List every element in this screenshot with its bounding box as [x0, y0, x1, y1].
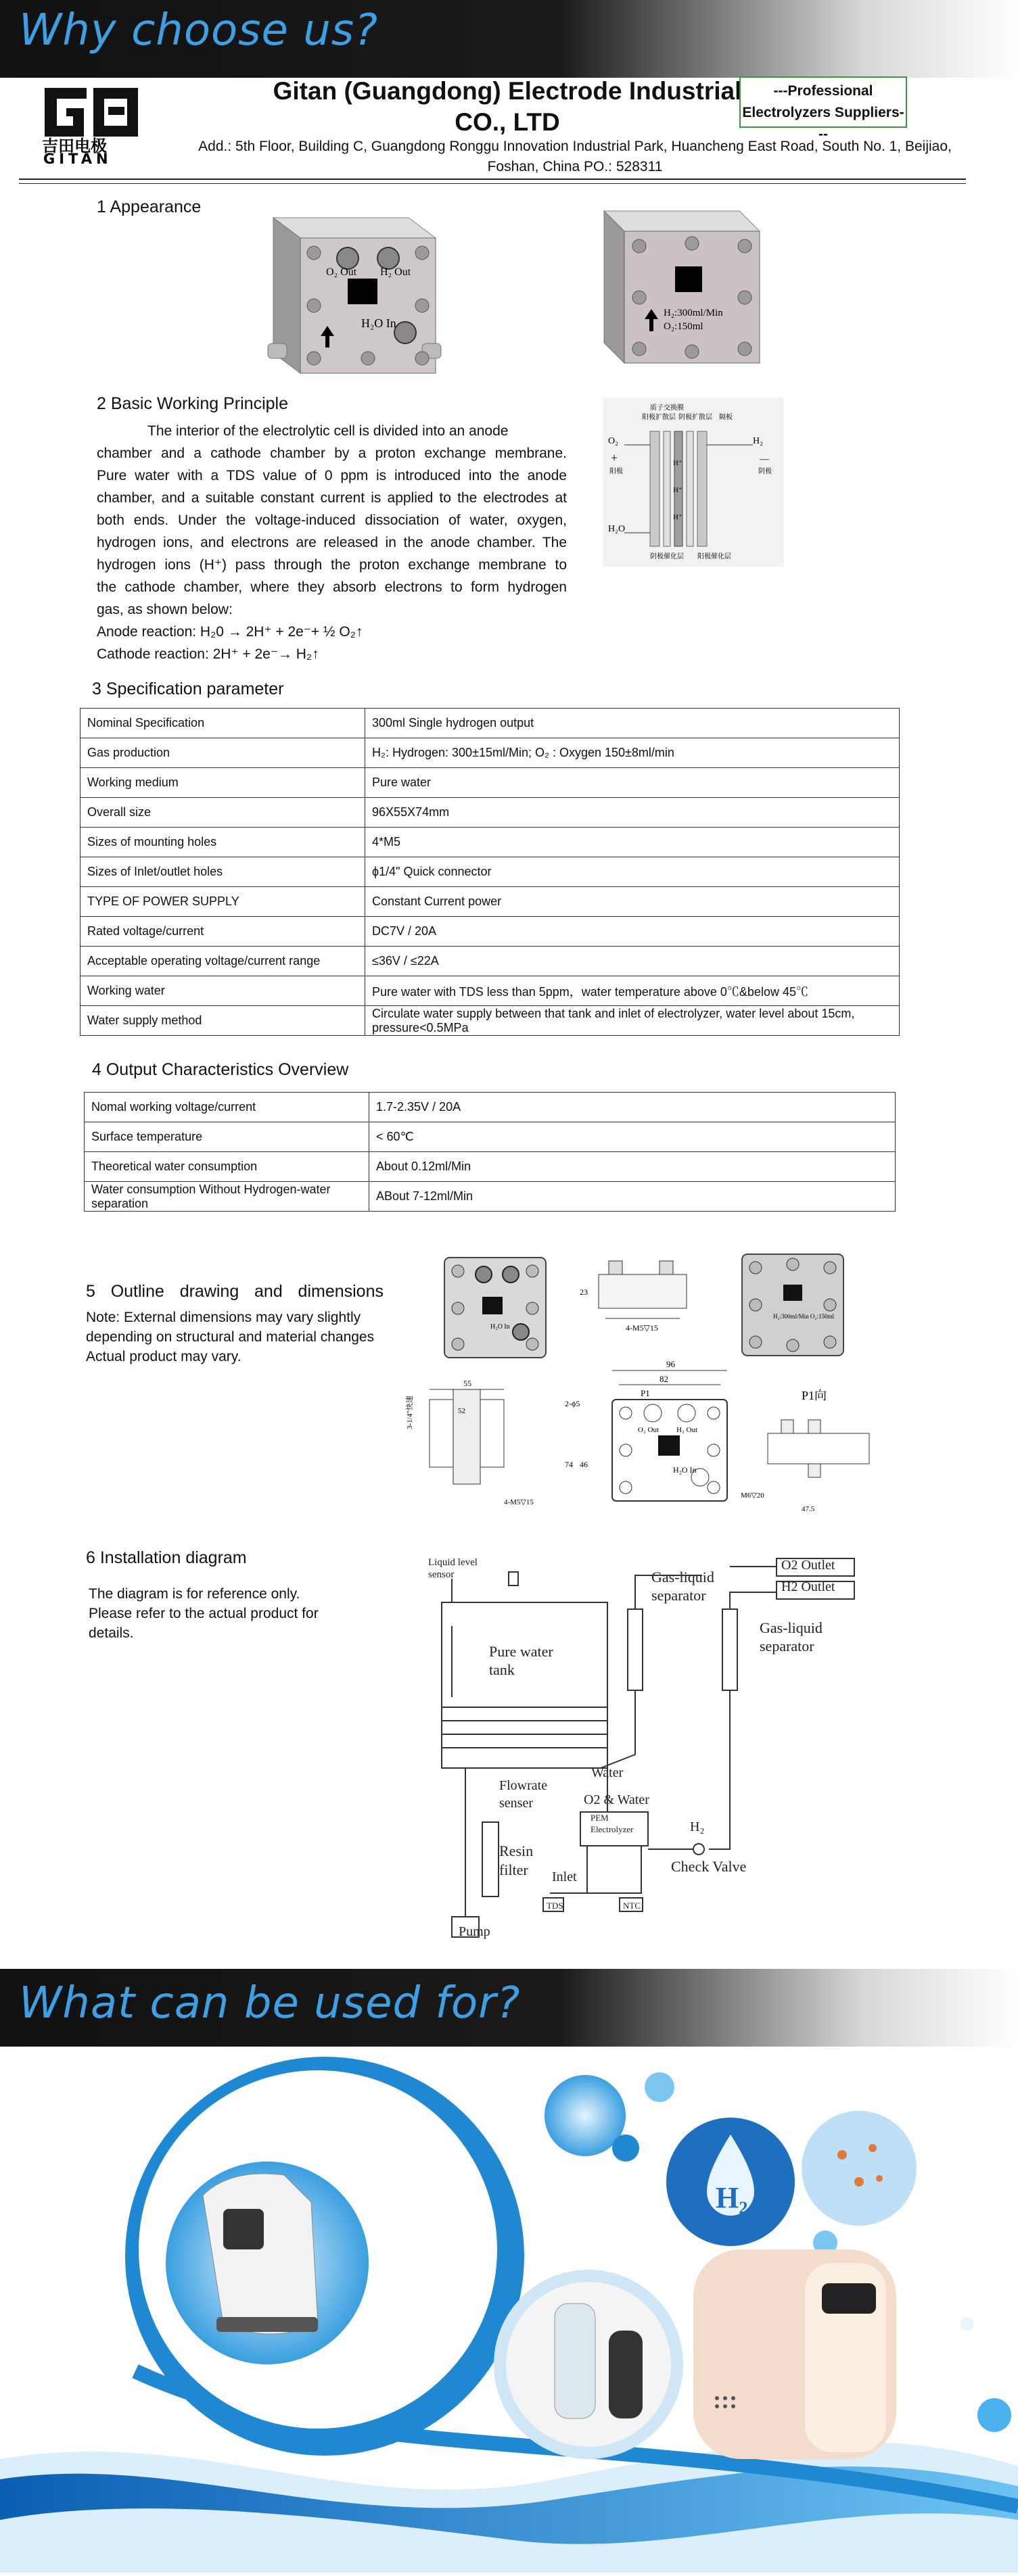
diagram-o2: O₂	[608, 436, 618, 446]
dim-52: 52	[458, 1407, 465, 1415]
table-row	[80, 917, 900, 947]
table-cell-key: Water consumption Without Hydrogen-water separation	[85, 1182, 369, 1212]
table-cell-key: Nominal Specification	[80, 709, 365, 738]
table-cell-value: 4*M5	[365, 828, 900, 857]
table-cell-value: 96X55X74mm	[365, 798, 900, 828]
lbl-water: Water	[591, 1765, 624, 1780]
dwg-h2: H₂ Out	[676, 1426, 698, 1434]
lbl-o2water: O2 & Water	[584, 1792, 649, 1807]
lbl-pem1: PEM	[591, 1813, 609, 1823]
address-line1: Add.: 5th Floor, Building C, Guangdong Ronggu Innovation Industrial Park, Huancheng East Road, South No. 1, Beijiao,	[198, 139, 952, 154]
table-cell-value: ≤36V / ≤22A	[365, 947, 900, 976]
principle-line: chamber, and a suitable constant current is applied to the electrodes at	[97, 490, 567, 506]
principle-line: hydrogen ions, and electrons are released in the anode chamber. The	[97, 535, 567, 550]
table-row	[80, 738, 900, 768]
section-install-heading: 6 Installation diagram	[86, 1548, 247, 1567]
section-output-heading: 4 Output Characteristics Overview	[92, 1060, 349, 1079]
diagram-label-separator: 隔板	[719, 414, 733, 421]
table-row	[80, 798, 900, 828]
install-note	[89, 1584, 373, 1643]
product-back-image	[591, 191, 777, 377]
lbl-gls1a: Gas-liquid	[651, 1569, 714, 1585]
lbl-resin2: filter	[499, 1861, 528, 1878]
table-row	[80, 828, 900, 857]
table-row	[80, 887, 900, 917]
company-name-line1: Gitan (Guangdong) Electrode Industrial	[273, 77, 742, 105]
dim-82: 82	[660, 1374, 668, 1384]
diagram-label-cathode-cat: 阴极催化层	[650, 553, 684, 560]
header-divider-thin	[19, 183, 966, 184]
table-cell-value: About 0.12ml/Min	[369, 1152, 896, 1182]
table-cell-key: Gas production	[80, 738, 365, 768]
top-banner-title: Why choose us?	[19, 5, 379, 55]
tagline-box	[739, 76, 907, 142]
dwg-h2o: H₂O In	[673, 1465, 697, 1475]
table-cell-value: 300ml Single hydrogen output	[365, 709, 900, 738]
lbl-tds: TDS	[547, 1901, 563, 1911]
table-row	[80, 857, 900, 887]
logo-cn-text: 吉田电极	[42, 137, 107, 156]
section-appearance-heading: 1 Appearance	[97, 197, 202, 216]
lbl-o2out: O2 Outlet	[781, 1558, 835, 1573]
lbl-level: Liquid level	[428, 1557, 478, 1568]
install-note-line: The diagram is for reference only.	[89, 1586, 300, 1602]
table-row	[85, 1182, 896, 1212]
output-table	[84, 1092, 896, 1212]
lbl-check: Check Valve	[671, 1858, 747, 1875]
front-o2-label: O₂ Out	[326, 266, 357, 278]
table-row	[80, 1006, 900, 1036]
principle-line: the cathode chamber, where they absorb electrons to form hydrogen	[97, 579, 567, 595]
install-note-line: Please refer to the actual product for	[89, 1606, 319, 1621]
dim-fit: 3-1/4"快速	[406, 1396, 414, 1429]
lbl-pump: Pump	[459, 1924, 490, 1939]
table-cell-key: Rated voltage/current	[80, 917, 365, 947]
principle-line: Pure water with a TDS value of 0 ppm is introduced into the anode	[97, 468, 567, 483]
table-row	[80, 947, 900, 976]
lbl-tank1: Pure water	[489, 1643, 553, 1660]
spec-table	[80, 708, 900, 1036]
dwg-o2: O₂ Out	[638, 1426, 660, 1434]
table-cell-value: < 60℃	[369, 1122, 896, 1152]
company-address	[169, 137, 981, 177]
table-cell-value: DC7V / 20A	[365, 917, 900, 947]
dim-74: 74	[565, 1460, 573, 1469]
dim-47: 47.5	[802, 1505, 815, 1513]
lbl-ntc: NTC	[623, 1901, 641, 1911]
lbl-gls1b: separator	[651, 1587, 706, 1604]
table-cell-value: Constant Current power	[365, 887, 900, 917]
section-outline-heading: 5 Outline drawing and dimensions	[86, 1282, 384, 1301]
principle-line: hydrogen ions (H⁺) pass through the proton exchange membrane to	[97, 557, 567, 573]
table-cell-key: TYPE OF POWER SUPPLY	[80, 887, 365, 917]
header-divider	[19, 178, 966, 180]
diagram-minus: —	[760, 454, 769, 464]
cathode-reaction: Cathode reaction: 2H⁺ + 2e⁻→ H₂↑	[97, 646, 319, 662]
lbl-resin1: Resin	[499, 1842, 534, 1859]
table-cell-key: Working medium	[80, 768, 365, 798]
table-cell-key: Working water	[80, 976, 365, 1006]
table-cell-value: Pure water with TDS less than 5ppm，water temperature above 0℃&below 45℃	[365, 976, 900, 1006]
diagram-plus: +	[611, 451, 618, 464]
table-row	[85, 1152, 896, 1182]
principle-line: gas, as shown below:	[97, 602, 233, 617]
section-spec-heading: 3 Specification parameter	[92, 679, 284, 698]
front-h2o-label: H₂O In	[361, 316, 396, 330]
tagline-line2: Electrolyzers Suppliers---	[742, 105, 904, 142]
front-h2-label: H₂ Out	[380, 266, 411, 278]
principle-line: chamber and a cathode chamber by a proton exchange membrane.	[97, 446, 567, 461]
diagram-ion: H⁺	[673, 459, 682, 467]
dim-55: 55	[463, 1379, 471, 1388]
table-row	[80, 976, 900, 1006]
diagram-h2: H₂	[753, 436, 763, 446]
dim-96: 96	[666, 1359, 675, 1369]
lbl-h2: H₂	[690, 1819, 705, 1834]
table-cell-value: Circulate water supply between that tank and inlet of electrolyzer, water level about 15cm, pressure<0.5MPa	[365, 1006, 900, 1036]
dim-hole-top: 4-M5▽15	[626, 1323, 658, 1333]
top-banner	[0, 0, 1018, 78]
lbl-sensor: sensor	[428, 1569, 455, 1580]
address-line2: Foshan, China PO.: 528311	[487, 159, 663, 174]
outline-note	[86, 1308, 404, 1366]
diagram-label-anode-cat: 阳极催化层	[697, 553, 731, 560]
table-cell-key: Sizes of mounting holes	[80, 828, 365, 857]
lbl-pem2: Electrolyzer	[591, 1824, 634, 1834]
table-cell-value: Pure water	[365, 768, 900, 798]
principle-line: both ends. Under the voltage-induced dissociation of water, oxygen,	[97, 512, 567, 528]
outline-note-line: Actual product may vary.	[86, 1349, 241, 1364]
lbl-tank2: tank	[489, 1661, 515, 1678]
lbl-flow1: Flowrate	[499, 1778, 548, 1793]
table-cell-key: Surface temperature	[85, 1122, 369, 1152]
bottom-banner-title: What can be used for?	[19, 1978, 521, 2028]
logo-en-text: GITAN	[43, 151, 112, 165]
diagram-plus-cn: 阳极	[609, 468, 623, 475]
company-logo	[39, 84, 147, 165]
table-cell-value: H₂: Hydrogen: 300±15ml/Min; O₂ : Oxygen 150±8ml/min	[365, 738, 900, 768]
table-row	[80, 709, 900, 738]
bottom-banner	[0, 1969, 1018, 2047]
table-cell-key: Theoretical water consumption	[85, 1152, 369, 1182]
diagram-minus-cn: 阴极	[758, 468, 772, 475]
table-row	[85, 1093, 896, 1122]
table-cell-key: Nomal working voltage/current	[85, 1093, 369, 1122]
tagline-line1: ---Professional	[773, 83, 873, 99]
back-h2-label: H₂:300ml/Min	[664, 308, 723, 318]
dim-hole2: 2-ϕ5	[565, 1399, 580, 1408]
dim-46: 46	[580, 1460, 588, 1469]
table-cell-value: ABout 7-12ml/Min	[369, 1182, 896, 1212]
h2-badge: H₂	[716, 2181, 748, 2214]
diagram-label-membrane: 质子交换膜	[650, 404, 684, 412]
company-name	[203, 76, 812, 138]
dim-p1: P1	[641, 1388, 650, 1398]
product-front-image	[253, 191, 456, 387]
diagram-ion: H⁺	[673, 513, 682, 521]
dim-hole-front: 4-M5▽15	[504, 1498, 534, 1506]
lbl-gls2a: Gas-liquid	[760, 1619, 823, 1636]
back-o2-label: O₂:150ml	[664, 321, 703, 332]
table-row	[85, 1122, 896, 1152]
outline-part-back: H₂:300ml/Min O₂:150ml	[773, 1313, 835, 1320]
principle-paragraph	[97, 420, 567, 665]
lbl-h2out: H2 Outlet	[781, 1579, 835, 1594]
diagram-h2o: H₂O	[608, 524, 626, 534]
outline-note-line: Note: External dimensions may vary slightly	[86, 1310, 361, 1325]
company-name-line2: CO., LTD	[455, 108, 560, 136]
lbl-gls2b: separator	[760, 1638, 814, 1654]
diagram-ion: H⁺	[673, 486, 682, 494]
table-cell-value: 1.7-2.35V / 20A	[369, 1093, 896, 1122]
outline-part-h2o: H₂O In	[490, 1323, 510, 1331]
install-note-line: details.	[89, 1625, 134, 1641]
table-row	[80, 768, 900, 798]
principle-diagram	[603, 398, 784, 567]
anode-reaction: Anode reaction: H₂0 → 2H⁺ + 2e⁻+ ½ O₂↑	[97, 624, 363, 640]
usage-illustration	[0, 2047, 1018, 2573]
table-cell-key: Sizes of Inlet/outlet holes	[80, 857, 365, 887]
table-cell-value: ϕ1/4" Quick connector	[365, 857, 900, 887]
dim-p1-view: P1向	[802, 1389, 827, 1402]
table-cell-key: Overall size	[80, 798, 365, 828]
diagram-label-anode-diff: 阳极扩散层	[642, 414, 676, 421]
diagram-label-cathode-diff: 阴极扩散层	[678, 414, 712, 421]
section-principle-heading: 2 Basic Working Principle	[97, 394, 288, 413]
dim-23: 23	[580, 1287, 588, 1297]
table-cell-key: Water supply method	[80, 1006, 365, 1036]
dim-vent: M6▽20	[741, 1492, 764, 1500]
outline-drawing	[402, 1244, 876, 1521]
installation-diagram	[425, 1552, 878, 1954]
table-cell-key: Acceptable operating voltage/current range	[80, 947, 365, 976]
lbl-inlet: Inlet	[552, 1869, 577, 1884]
outline-note-line: depending on structural and material changes	[86, 1329, 375, 1345]
lbl-flow2: senser	[499, 1796, 533, 1811]
principle-line: The interior of the electrolytic cell is divided into an anode	[147, 423, 509, 439]
